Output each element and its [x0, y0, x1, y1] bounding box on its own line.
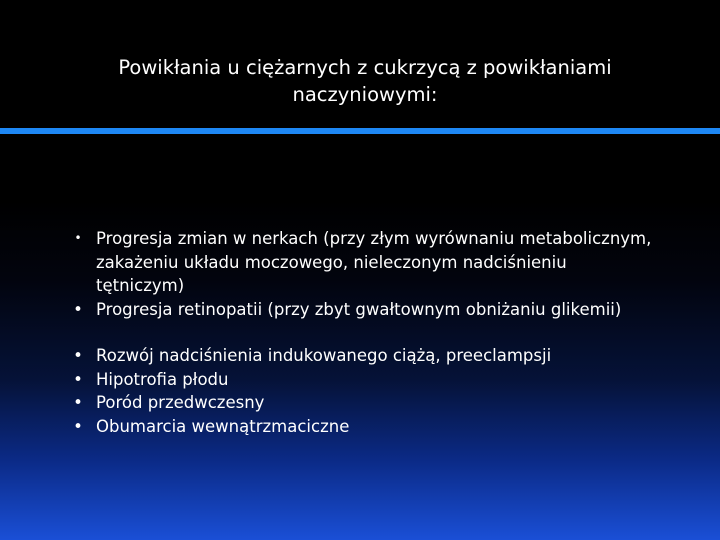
list-item-text: Rozwój nadciśnienia indukowanego ciążą, preeclampsji [96, 346, 552, 365]
list-item-text: Progresja retinopatii (przy zbyt gwałtownym obniżaniu glikemii) [96, 299, 622, 319]
list-item [60, 368, 660, 392]
title-divider [0, 128, 720, 134]
list-item [60, 391, 660, 415]
list-item [60, 344, 660, 368]
bullet-icon: • [73, 299, 83, 319]
list-item-text: Poród przedwczesny [96, 393, 265, 412]
list-item-text: Obumarcia wewnątrzmaciczne [96, 416, 350, 436]
bullet-icon: • [73, 369, 83, 389]
list-item [60, 415, 660, 439]
bullet-icon: • [73, 416, 83, 436]
list-item-text: Progresja zmian w nerkach (przy złym wyrównaniu metabolicznym, zakażeniu układu moczowego, nieleczonym nadciśnieniu tętniczym) [96, 229, 652, 295]
bullet-icon: • [73, 393, 83, 412]
bullet-list [60, 227, 660, 438]
bullet-icon: • [73, 346, 83, 365]
list-item [60, 227, 660, 298]
list-item-text: Hipotrofia płodu [96, 369, 229, 389]
slide-title: Powikłania u ciężarnych z cukrzycą z powikłaniami naczyniowymi: [118, 56, 612, 106]
list-item [60, 298, 660, 322]
bullet-icon: • [74, 231, 82, 245]
